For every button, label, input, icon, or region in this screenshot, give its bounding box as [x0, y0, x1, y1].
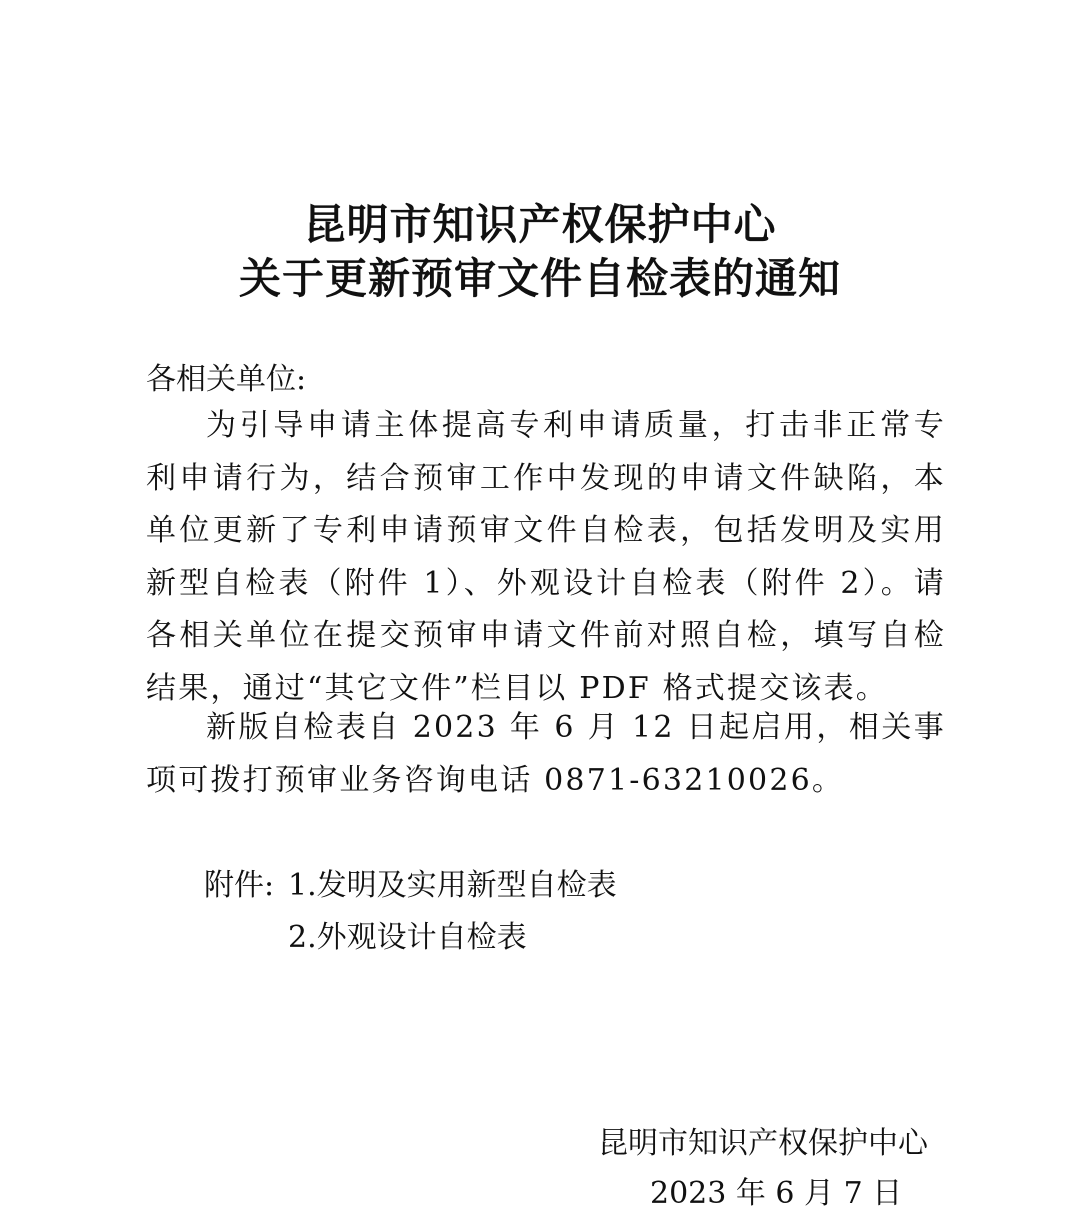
- body-paragraph-2: 新版自检表自 2023 年 6 月 12 日起启用，相关事项可拨打预审业务咨询电话 0871-63210026。: [146, 710, 946, 798]
- document-title-line-1: 昆明市知识产权保护中心: [303, 200, 777, 249]
- attachment-item-2: 2.外观设计自检表: [288, 920, 527, 955]
- signature-date: 2023 年 6 月 7 日: [650, 1176, 903, 1211]
- salutation: 各相关单位:: [146, 362, 307, 397]
- attachment-item-1: 1.发明及实用新型自检表: [288, 868, 617, 903]
- attachments-label: 附件:: [204, 868, 275, 903]
- document-title-line-2: 关于更新预审文件自检表的通知: [238, 254, 841, 303]
- body-paragraph-1: 为引导申请主体提高专利申请质量，打击非正常专利申请行为，结合预审工作中发现的申请文件缺陷，本单位更新了专利申请预审文件自检表，包括发明及实用新型自检表（附件 1）、外观设计自检表（附件 2）。请各相关单位在提交预审申请文件前对照自检，填写自检结果，通过“其它文件”栏目以 PDF 格式提交该表。: [146, 408, 946, 706]
- signature-organization: 昆明市知识产权保护中心: [598, 1126, 928, 1161]
